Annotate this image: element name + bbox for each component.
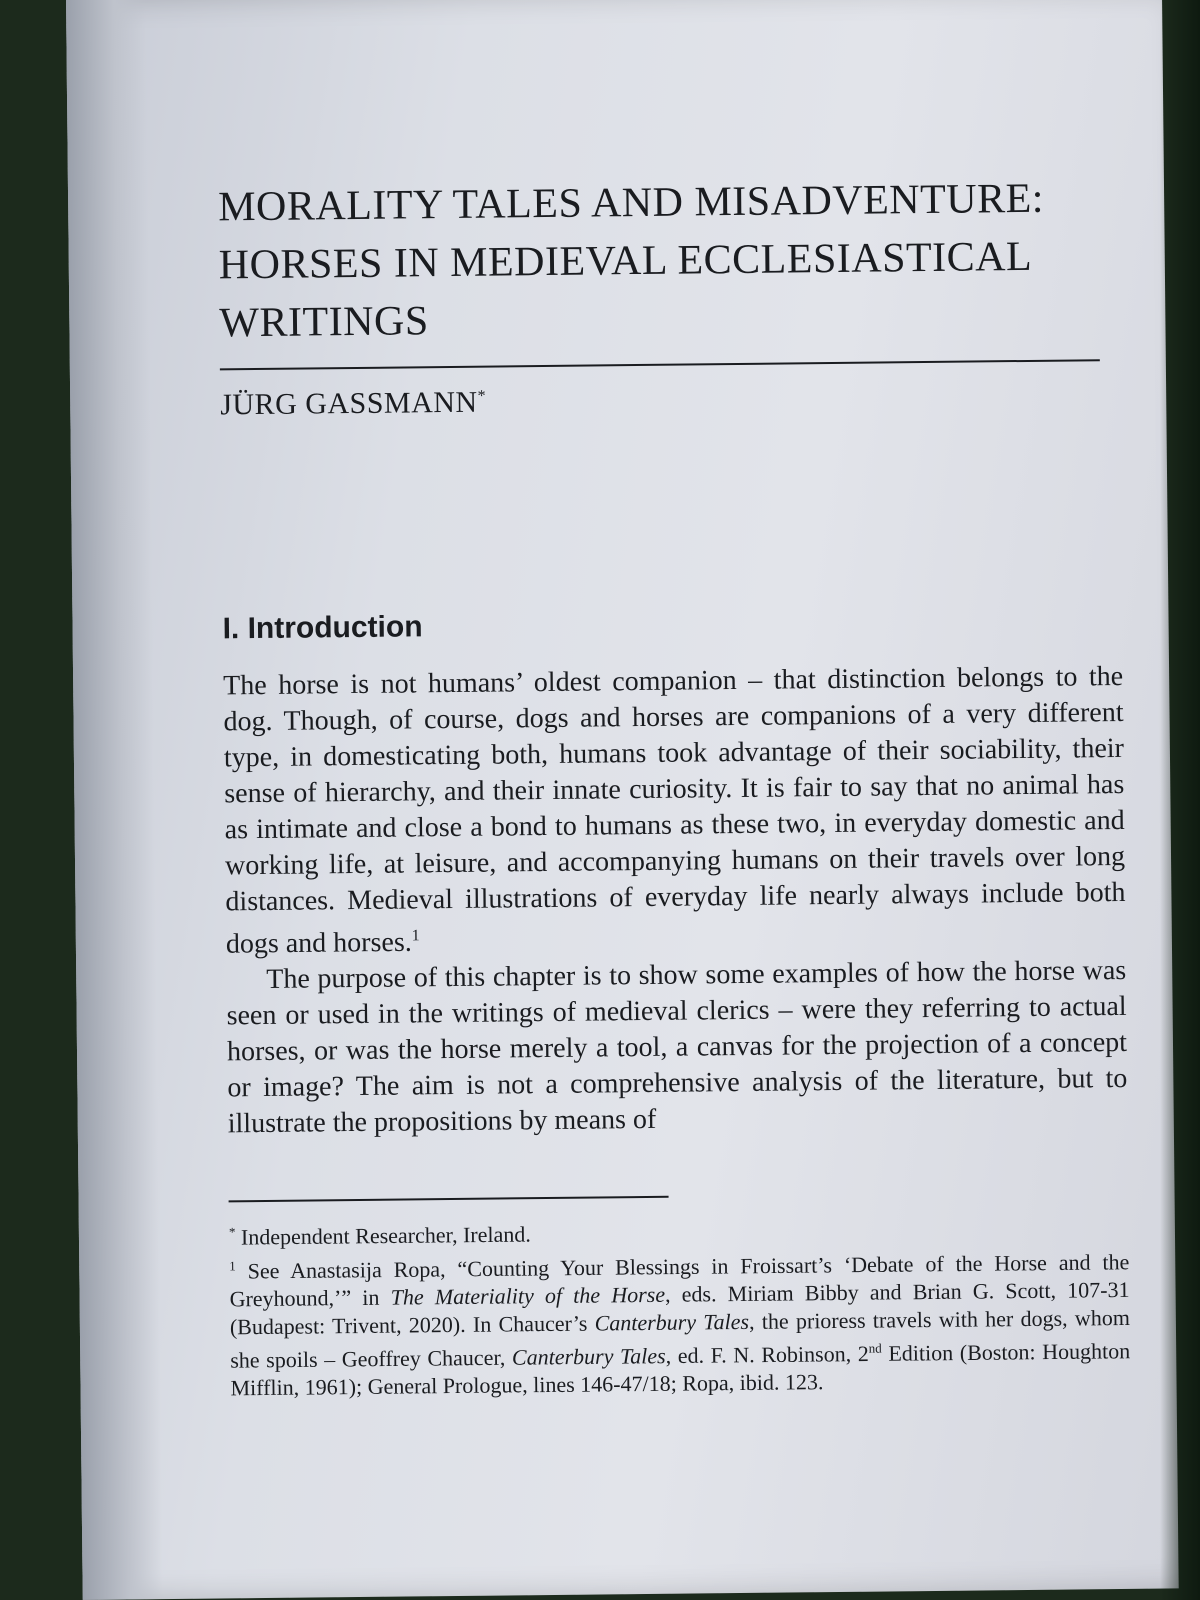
- paragraph: The purpose of this chapter is to show some examples of how the horse was seen or used in the writings of medieval clerics – were they referring to actual horses, or was the horse merely a tool, a canvas for the projection of a concept or image? The aim is not a comprehensive analysis of the literature, but to illustrate the propositions by means of: [226, 955, 1128, 1140]
- page-content: [218, 169, 1131, 1403]
- footnote-text: , the prioress travels with her dogs, whom she spoils – Geoffrey Chaucer,: [230, 1304, 1130, 1373]
- book-page: [66, 0, 1179, 1600]
- chapter-title: [218, 169, 1120, 352]
- footnote-mark: 1: [229, 1257, 236, 1274]
- footnote-mark: *: [228, 1224, 236, 1240]
- footnote-text: See Anastasija Ropa, “Counting Your Blessings in Froissart’s ‘Debate of the Horse and the Greyhound,’” in: [229, 1248, 1130, 1312]
- footnote-italic-title: The Materiality of the Horse: [390, 1281, 666, 1310]
- footnote-1: [229, 1243, 1131, 1403]
- author-footnote-mark: *: [477, 387, 487, 405]
- author-name: JÜRG GASSMANN: [220, 385, 478, 422]
- footnotes: [229, 1209, 1131, 1402]
- footnote-text: Independent Researcher, Ireland.: [240, 1221, 531, 1250]
- paragraph: [223, 659, 1126, 963]
- background-edge: [1160, 0, 1200, 1600]
- section-heading: I. Introduction: [222, 610, 423, 646]
- body-text: [223, 659, 1128, 1143]
- author-line: [220, 379, 1120, 422]
- footnote-superscript: nd: [868, 1340, 882, 1356]
- footnote-italic-title: Canterbury Tales: [594, 1308, 750, 1336]
- chapter-title-line: MORALITY TALES AND MISADVENTURE:: [217, 175, 1045, 231]
- chapter-title-line: WRITINGS: [219, 298, 429, 347]
- footnote-italic-title: Canterbury Tales: [511, 1343, 666, 1370]
- footnote-text: , eds. Miriam Bibby and Brian G. Scott, 107-31 (Budapest: Trivent, 2020). In Chaucer’s: [229, 1276, 1130, 1340]
- footnote-divider: [229, 1196, 669, 1203]
- title-divider: [220, 359, 1100, 370]
- paragraph-text: The horse is not humans’ oldest companion – that distinction belongs to the dog. Though, of course, dogs and horses are companions of a very different type, in domesticating both, humans took advantage of their sociability, their sense of hierarchy, and their innate curiosity. It is fair to say that no animal has as intimate and close a bond to humans as these two, in everyday domestic and working life, at leisure, and accompanying humans on their travels over long distances. Medieval illustrations of everyday life nearly always include both dogs and horses.: [223, 660, 1126, 960]
- footnote-text: , ed. F. N. Robinson, 2: [665, 1340, 869, 1369]
- footnote-text: Edition (Boston: Houghton Mifflin, 1961); General Prologue, lines 146-47/18; Ropa, ibid. 123.: [230, 1338, 1131, 1401]
- page-gutter-shadow: [66, 0, 163, 1600]
- chapter-title-line: HORSES IN MEDIEVAL ECCLESIASTICAL: [218, 233, 1033, 289]
- footnote-ref: 1: [411, 927, 420, 945]
